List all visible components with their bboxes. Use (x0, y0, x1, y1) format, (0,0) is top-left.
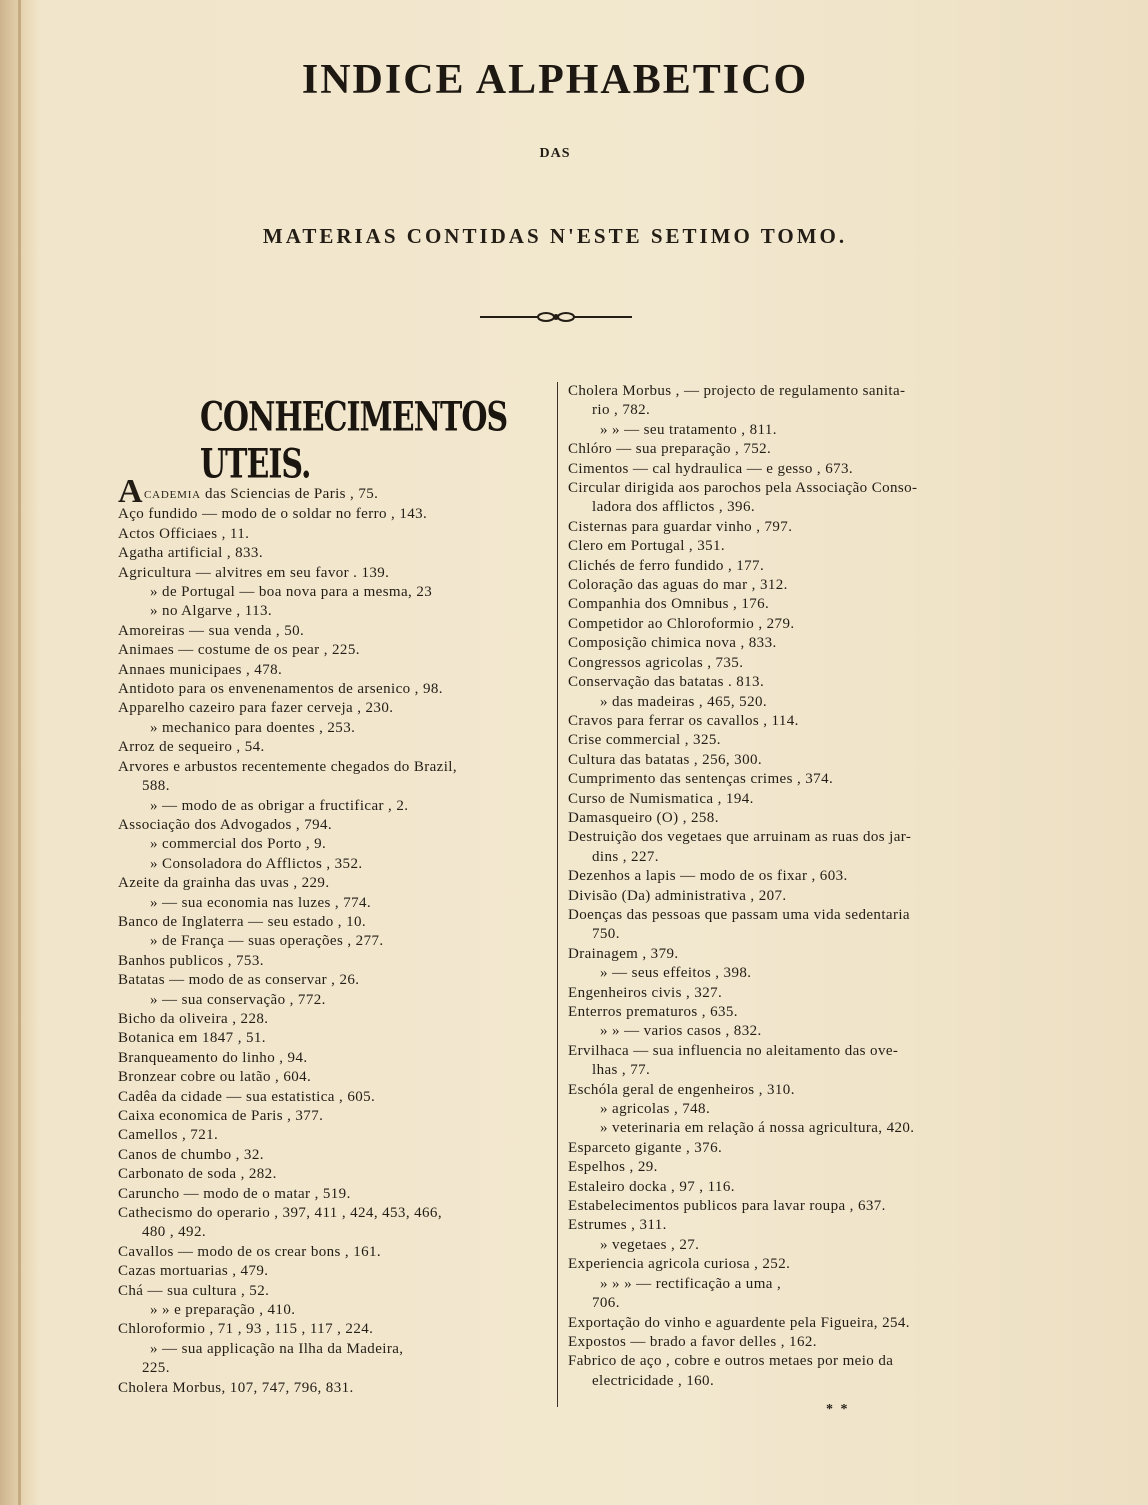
index-entry: Chlóro — sua preparação , 752. (568, 441, 772, 458)
index-entry: Eschóla geral de engenheiros , 310. (568, 1081, 795, 1098)
index-entry: Divisão (Da) administrativa , 207. (568, 887, 787, 904)
index-entry: Canos de chumbo , 32. (118, 1146, 264, 1163)
index-entry: Curso de Numismatica , 194. (568, 790, 754, 807)
index-entry: 750. (592, 926, 620, 943)
index-entry: Batatas — modo de as conservar , 26. (118, 972, 360, 989)
index-entry: » » — seu tratamento , 811. (600, 421, 777, 438)
index-entry: Arroz de sequeiro , 54. (118, 739, 265, 756)
index-entry: Azeite da grainha das uvas , 229. (118, 875, 330, 892)
index-entry: Enterros prematuros , 635. (568, 1004, 738, 1020)
index-entry: Camellos , 721. (118, 1127, 219, 1144)
right-column (568, 382, 1008, 1391)
index-entry: » — modo de as obrigar a fructificar , 2. (150, 797, 409, 814)
index-entry: Associação dos Advogados , 794. (118, 816, 333, 833)
index-entry: » commercial dos Porto , 9. (150, 836, 327, 853)
index-entry: 588. (142, 778, 170, 795)
index-entry: » de Portugal — boa nova para a mesma, 23 (150, 584, 433, 601)
index-entry: Cultura das batatas , 256, 300. (568, 751, 763, 768)
index-entry: Caixa economica de Paris , 377. (118, 1108, 324, 1124)
index-entry: Aço fundido — modo de o soldar no ferro , 143. (118, 506, 428, 523)
index-entry: Dezenhos a lapis — modo de os fixar , 603. (568, 868, 848, 885)
index-entry: Circular dirigida aos parochos pela Associação Conso- (568, 480, 918, 497)
index-entry: Estabelecimentos publicos para lavar roupa , 637. (568, 1198, 886, 1215)
index-entry: Companhia dos Omnibus , 176. (568, 596, 770, 613)
index-entry: » veterinaria em relação á nossa agricultura, 420. (600, 1120, 915, 1137)
index-entry: Competidor ao Chloroformio , 279. (568, 615, 795, 632)
index-entry: » vegetaes , 27. (600, 1236, 700, 1253)
index-entry: Banhos publicos , 753. (118, 952, 264, 969)
index-entry: » de França — suas operações , 277. (150, 933, 384, 950)
index-entry: Estrumes , 311. (568, 1217, 667, 1234)
index-entry: Actos Officiaes , 11. (118, 525, 250, 542)
index-entry: Chá — sua cultura , 52. (118, 1282, 270, 1299)
title-connector: DAS (539, 146, 571, 161)
index-entry: Coloração das aguas do mar , 312. (568, 577, 788, 594)
index-entry: Amoreiras — sua venda , 50. (118, 622, 305, 639)
index-entry: Cathecismo do operario , 397, 411 , 424, 453, 466, (118, 1205, 442, 1222)
index-entry: Congressos agricolas , 735. (568, 654, 744, 671)
index-entry: Cholera Morbus , — projecto de regulamento sanita- (568, 383, 906, 399)
index-entry: Cumprimento das sentenças crimes , 374. (568, 771, 834, 788)
index-entry: Carbonato de soda , 282. (118, 1166, 277, 1183)
index-entry: Engenheiros civis , 327. (568, 984, 723, 1001)
index-entry: ladora dos afflictos , 396. (592, 499, 755, 516)
index-entry: » mechanico para doentes , 253. (150, 719, 356, 736)
index-entry-first (118, 473, 558, 510)
index-entry: Antidoto para os envenenamentos de arsenico , 98. (118, 681, 443, 698)
index-entry: » » » — rectificação a uma , (600, 1275, 782, 1292)
smallcaps-text: CADEMIA (143, 489, 201, 501)
index-entry: Cisternas para guardar vinho , 797. (568, 518, 793, 535)
index-entry: Bicho da oliveira , 228. (118, 1010, 269, 1027)
index-entry: Botanica em 1847 , 51. (118, 1030, 266, 1047)
index-entry: Branqueamento do linho , 94. (118, 1049, 308, 1066)
index-entry: Conservação das batatas . 813. (568, 674, 765, 691)
index-entry: electricidade , 160. (592, 1372, 715, 1389)
index-entry: Clero em Portugal , 351. (568, 538, 726, 555)
index-entry: Espelhos , 29. (568, 1159, 658, 1176)
index-entry: Agricultura — alvitres em seu favor . 139. (118, 564, 390, 581)
left-column (118, 473, 558, 1398)
index-entry: 480 , 492. (142, 1224, 206, 1241)
index-entry: Ervilhaca — sua influencia no aleitamento das ove- (568, 1042, 899, 1059)
index-entry: » — sua conservação , 772. (150, 991, 326, 1008)
index-entry: » das madeiras , 465, 520. (600, 693, 768, 710)
index-entry: Cavallos — modo de os crear bons , 161. (118, 1243, 382, 1260)
index-entry: Esparceto gigante , 376. (568, 1139, 723, 1156)
printer-mark: * * (826, 1402, 850, 1417)
index-entry: Animaes — costume de os pear , 225. (118, 642, 360, 659)
index-entry: Cholera Morbus, 107, 747, 796, 831. (118, 1379, 354, 1396)
index-entry: Cimentos — cal hydraulica — e gesso , 673. (568, 460, 854, 477)
index-entry: Bronzear cobre ou latão , 604. (118, 1069, 312, 1086)
index-entry: 706. (592, 1295, 620, 1312)
index-entry: Annaes municipaes , 478. (118, 661, 283, 678)
index-entry: » Consoladora do Afflictos , 352. (150, 855, 363, 872)
ornament-divider-icon (480, 308, 632, 326)
index-entry: Estaleiro docka , 97 , 116. (568, 1178, 735, 1195)
index-entry: Agatha artificial , 833. (118, 545, 263, 562)
index-entry: » agricolas , 748. (600, 1101, 711, 1118)
index-entry: » — sua applicação na Ilha da Madeira, (150, 1340, 404, 1357)
index-entry: Damasqueiro (O) , 258. (568, 809, 719, 826)
index-entry: Cravos para ferrar os cavallos , 114. (568, 712, 799, 729)
index-entry: Cadêa da cidade — sua estatistica , 605. (118, 1088, 376, 1105)
index-entry: dins , 227. (592, 848, 659, 865)
index-entry: Drainagem , 379. (568, 945, 679, 962)
index-entry: Destruição dos vegetaes que arruinam as ruas dos jar- (568, 829, 912, 846)
index-entry: » no Algarve , 113. (150, 603, 273, 620)
index-entry: » — seus effeitos , 398. (600, 965, 752, 982)
section-title: CONHECIMENTOS UTEIS. (200, 394, 508, 489)
index-entry: Experiencia agricola curiosa , 252. (568, 1256, 791, 1273)
index-entry: » — sua economia nas luzes , 774. (150, 894, 372, 911)
index-entry: Expostos — brado a favor delles , 162. (568, 1333, 817, 1350)
index-entry: Exportação do vinho e aguardente pela Figueira, 254. (568, 1314, 910, 1331)
index-entry: Apparelho cazeiro para fazer cerveja , 230. (118, 700, 394, 717)
index-entry: rio , 782. (592, 402, 651, 419)
page-title: INDICE ALPHABETICO (301, 57, 809, 103)
index-entry: Clichés de ferro fundido , 177. (568, 557, 765, 574)
index-entry: Caruncho — modo de o matar , 519. (118, 1185, 351, 1202)
index-entry: Doenças das pessoas que passam uma vida sedentaria (568, 906, 910, 923)
index-entry: 225. (142, 1360, 170, 1377)
drop-cap: A (118, 473, 143, 510)
index-entry: » » e preparação , 410. (150, 1302, 296, 1319)
index-entry: Cazas mortuarias , 479. (118, 1263, 269, 1280)
index-entry: lhas , 77. (592, 1062, 651, 1079)
index-entry: » » — varios casos , 832. (600, 1023, 762, 1040)
index-entry: Composição chimica nova , 833. (568, 635, 777, 652)
index-entry: Chloroformio , 71 , 93 , 115 , 117 , 224. (118, 1321, 374, 1338)
entry-text: das Sciencias de Paris , 75. (200, 486, 379, 502)
page-subtitle: MATERIAS CONTIDAS N'ESTE SETIMO TOMO. (262, 224, 848, 248)
index-entry: Fabrico de aço , cobre e outros metaes por meio da (568, 1353, 894, 1370)
index-entry: Banco de Inglaterra — seu estado , 10. (118, 913, 367, 930)
index-entry: Crise commercial , 325. (568, 732, 721, 749)
index-entry: Arvores e arbustos recentemente chegados do Brazil, (118, 758, 458, 775)
